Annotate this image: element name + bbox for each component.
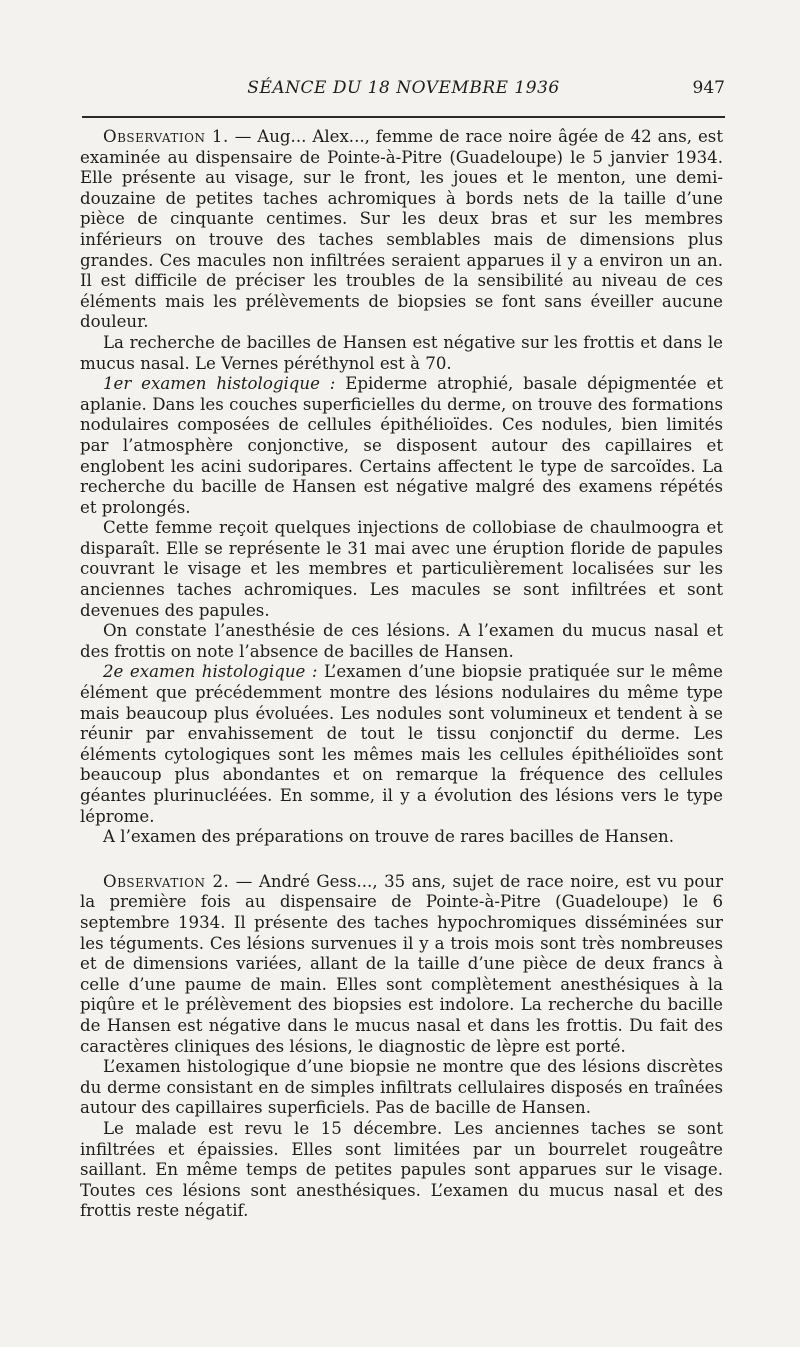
header-rule (82, 116, 725, 118)
paragraph-label: 1er examen histologique : (103, 374, 336, 394)
page-number: 947 (692, 78, 725, 98)
paragraph (80, 1119, 723, 1222)
paragraph (80, 518, 723, 621)
paragraph-text: Cette femme reçoit quelques injections de collobiase de chaulmoogra et disparaît. Elle se représente le 31 mai avec une éruption floride de papules couvrant le visage et les membres et particulièrement localisées sur les anciennes taches achromiques. Les macules se sont infiltrées et sont devenues des papules. (80, 518, 723, 620)
paragraph-label: Observation 1. (103, 127, 229, 146)
paragraph-text: L’examen histologique d’une biopsie ne montre que des lésions discrètes du derme consistant en de simples infiltrats cellulaires disposés en traînées autour des capillaires superficiels. Pas de bacille de Hansen. (80, 1057, 723, 1118)
paragraph-text: — André Gess..., 35 ans, sujet de race noire, est vu pour la première fois au dispensaire de Pointe-à-Pitre (Guadeloupe) le 6 septembre 1934. Il présente des taches hypochromiques disséminées sur les téguments. Ces lésions survenues il y a trois mois sont très nombreuses et de dimensions variées, allant de la taille d’une pièce de deux francs à celle d’une paume de main. Elles sont complètement anesthésiques à la piqûre et le prélèvement des biopsies est indolore. La recherche du bacille de Hansen est négative dans le mucus nasal et dans les frottis. Du fait des caractères cliniques des lésions, le diagnostic de lèpre est porté. (80, 871, 724, 1056)
paragraph-text: Epiderme atrophié, basale dépigmentée et aplanie. Dans les couches superficielles du derme, on trouve des formations nodulaires composées de cellules épithélioïdes. Ces nodules, bien limités par l’atmosphère conjonctive, se disposent autour des capillaires et englobent les acini sudoripares. Certains affectent le type de sarcoïdes. La recherche du bacille de Hansen est négative malgré des examens répétés et prolongés. (80, 374, 723, 517)
paragraph-text: A l’examen des préparations on trouve de rares bacilles de Hansen. (103, 827, 675, 847)
paragraph-text: On constate l’anesthésie de ces lésions. A l’examen du mucus nasal et des frottis on note l’absence de bacilles de Hansen. (80, 621, 723, 661)
paragraph (80, 621, 723, 662)
paragraph (80, 1057, 723, 1119)
header-title: SÉANCE DU 18 NOVEMBRE 1936 (247, 78, 560, 98)
paragraph (80, 872, 723, 1057)
paragraph (80, 127, 723, 333)
paragraph (80, 827, 723, 848)
body-text (80, 127, 723, 1222)
paragraph-text: L’examen d’une biopsie pratiquée sur le même élément que précédemment montre des lésions nodulaires du même type mais beaucoup plus évoluées. Les nodules sont volumineux et tendent à se réunir par envahissement de tout le tissu conjonctif du derme. Les éléments cytologiques sont les mêmes mais les cellules épithélioïdes sont beaucoup plus abondantes et on remarque la fréquence des cellules géantes plurinucléées. En somme, il y a évolution des lésions vers le type léprome. (80, 662, 723, 826)
paragraph-label: 2e examen histologique : (103, 662, 318, 682)
paragraph-text: — Aug... Alex..., femme de race noire âgée de 42 ans, est examinée au dispensaire de Pointe-à-Pitre (Guadeloupe) le 5 janvier 1934. Elle présente au visage, sur le front, les joues et le menton, une demi-douzaine de petites taches achromiques à bords nets de la taille d’une pièce de cinquante centimes. Sur les deux bras et sur les membres inférieurs on trouve des taches semblables mais de dimensions plus grandes. Ces macules non infiltrées seraient apparues il y a environ un an. Il est difficile de préciser les troubles de la sensibilité au niveau de ces éléments mais les prélèvements de biopsies se font sans éveiller aucune douleur. (80, 127, 723, 332)
paragraph-text: Le malade est revu le 15 décembre. Les anciennes taches se sont infiltrées et épaissies. Elles sont limitées par un bourrelet rougeâtre saillant. En même temps de petites papules sont apparues sur le visage. Toutes ces lésions sont anesthésiques. L’examen du mucus nasal et des frottis reste négatif. (80, 1118, 723, 1221)
paragraph (80, 374, 723, 518)
running-header (82, 78, 725, 106)
paragraph-text: La recherche de bacilles de Hansen est négative sur les frottis et dans le mucus nasal. Le Vernes péréthynol est à 70. (80, 332, 723, 373)
paragraph (80, 333, 723, 374)
paragraph-label: Observation 2. (103, 871, 230, 891)
paragraph (80, 662, 723, 827)
